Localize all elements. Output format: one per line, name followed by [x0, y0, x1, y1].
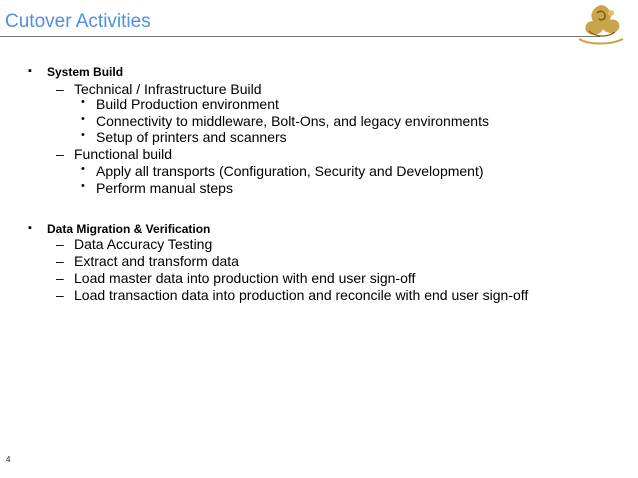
item-text: Connectivity to middleware, Bolt-Ons, and legacy environments	[96, 113, 489, 129]
dot-bullet: •	[81, 180, 85, 192]
group-label: Technical / Infrastructure Build	[74, 81, 262, 97]
dash-bullet: –	[56, 287, 64, 303]
item-text: Build Production environment	[96, 96, 279, 112]
dash-bullet: –	[56, 236, 64, 252]
item-text: Perform manual steps	[96, 180, 233, 196]
dash-bullet: –	[56, 81, 64, 97]
dash-bullet: –	[56, 146, 64, 162]
page-number: 4	[6, 455, 11, 464]
section-label: System Build	[47, 65, 124, 79]
square-bullet: ▪	[28, 222, 32, 234]
slide-title: Cutover Activities	[5, 11, 151, 32]
square-bullet: ▪	[28, 65, 32, 77]
group-label: Data Accuracy Testing	[74, 236, 213, 252]
dot-bullet: •	[81, 113, 85, 125]
item-text: Apply all transports (Configuration, Security and Development)	[96, 163, 484, 179]
group-label: Extract and transform data	[74, 253, 239, 269]
dash-bullet: –	[56, 253, 64, 269]
item-text: Setup of printers and scanners	[96, 129, 287, 145]
dash-bullet: –	[56, 270, 64, 286]
section-label: Data Migration & Verification	[47, 222, 211, 236]
group-label: Load master data into production with end user sign-off	[74, 270, 416, 286]
dot-bullet: •	[81, 163, 85, 175]
group-label: Functional build	[74, 146, 173, 162]
dot-bullet: •	[81, 96, 85, 108]
group-label: Load transaction data into production and reconcile with end user sign-off	[74, 287, 529, 303]
dot-bullet: •	[81, 129, 85, 141]
